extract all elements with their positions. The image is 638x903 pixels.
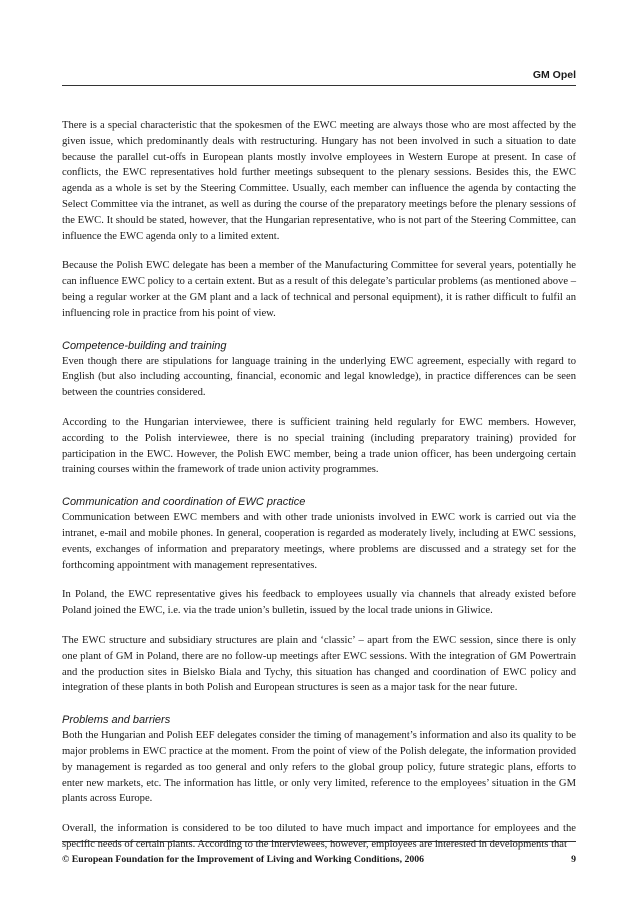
paragraph-5: Communication between EWC members and with other trade unionists involved in EWC work is carried out via the intranet, e-mail and mobile phones. In general, cooperation is regarded as moderately lively, including at EWC sessions, events, exchanges of information and preparatory meetings, where problems are discussed and a strategy set for the forthcoming appointment with management representatives. [62, 512, 576, 571]
paragraph-2: Because the Polish EWC delegate has been a member of the Manufacturing Committee for several years, potentially he can influence EWC policy to a certain extent. But as a result of this delegate’s particular problems (as mentioned above – being a regular worker at the GM plant and a lack of technical and personal equipment), it is rather difficult to fulfil an influencing role in practice from his point of view. [62, 260, 576, 319]
paragraph-4: According to the Hungarian interviewee, there is sufficient training held regularly for EWC members. However, according to the Polish interviewee, there is no special training (including preparatory training) provided for participation in the EWC. However, the Polish EWC member, being a trade union officer, has been undergoing certain training courses within the framework of trade union activity programmes. [62, 416, 576, 476]
document-body [62, 118, 576, 867]
section-heading-problems: Problems and barriers [62, 714, 171, 727]
page-number: 9 [571, 854, 576, 865]
footer-copyright: © European Foundation for the Improvement of Living and Working Conditions, 2006 [62, 854, 425, 865]
paragraph-8: Both the Hungarian and Polish EEF delegates consider the timing of management’s information and also its quality to be major problems in EWC practice at the moment. From the point of view of the Polish delegate, the information provided by management is regarded as too general and only refers to the global group policy, future strategic plans, efforts to enter new markets, etc. The information has little, or only very limited, reference to the employees’ situation in the GM plants across Europe. [62, 730, 576, 805]
section-heading-competence: Competence-building and training [62, 339, 227, 352]
section-heading-communication: Communication and coordination of EWC practice [62, 496, 306, 509]
paragraph-9: Overall, the information is considered to be too diluted to have much impact and importance for employees and the specific needs of certain plants. According to the interviewees, however, employees are interested in developments that [62, 823, 576, 850]
running-header-title: GM Opel [532, 69, 576, 81]
header-divider [62, 85, 576, 86]
paragraph-3: Even though there are stipulations for language training in the underlying EWC agreement, especially with regard to English (but also including accounting, financial, economic and legal knowledge), in practice differences can be seen between the countries considered. [62, 355, 576, 399]
paragraph-7: The EWC structure and subsidiary structures are plain and ‘classic’ – apart from the EWC session, since there is only one plant of GM in Poland, there are no follow-up meetings after EWC sessions. With the integration of GM Powertrain and the production sites in Bielsko Biala and Tychy, this situation has changed and coordination of EWC policy and integration of these plants in both Polish and European structures is seen as a major task for the near future. [62, 634, 576, 694]
paragraph-6: In Poland, the EWC representative gives his feedback to employees usually via channels that already existed before Poland joined the EWC, i.e. via the trade union’s bulletin, issued by the local trade unions in Gliwice. [62, 589, 576, 617]
paragraph-1: There is a special characteristic that the spokesmen of the EWC meeting are always those who are most affected by the given issue, which predominantly deals with restructuring. Hungary has not been involved in such a situation to date because the parallel cut-offs in European plants mostly involve employees in Western Europe at present. In case of conflicts, the EWC representatives hold further meetings subsequent to the plenary sessions. Besides this, the EWC agenda as a whole is set by the Steering Committee. Usually, each member can influence the agenda by contacting the Select Committee via the intranet, as well as during the course of the preparatory meetings before the plenary sessions of the EWC. It should be stated, however, that the Hungarian representative, who is not part of the Steering Committee, can influence the EWC agenda only to a limited extent. [62, 120, 576, 242]
footer-divider [62, 841, 576, 842]
